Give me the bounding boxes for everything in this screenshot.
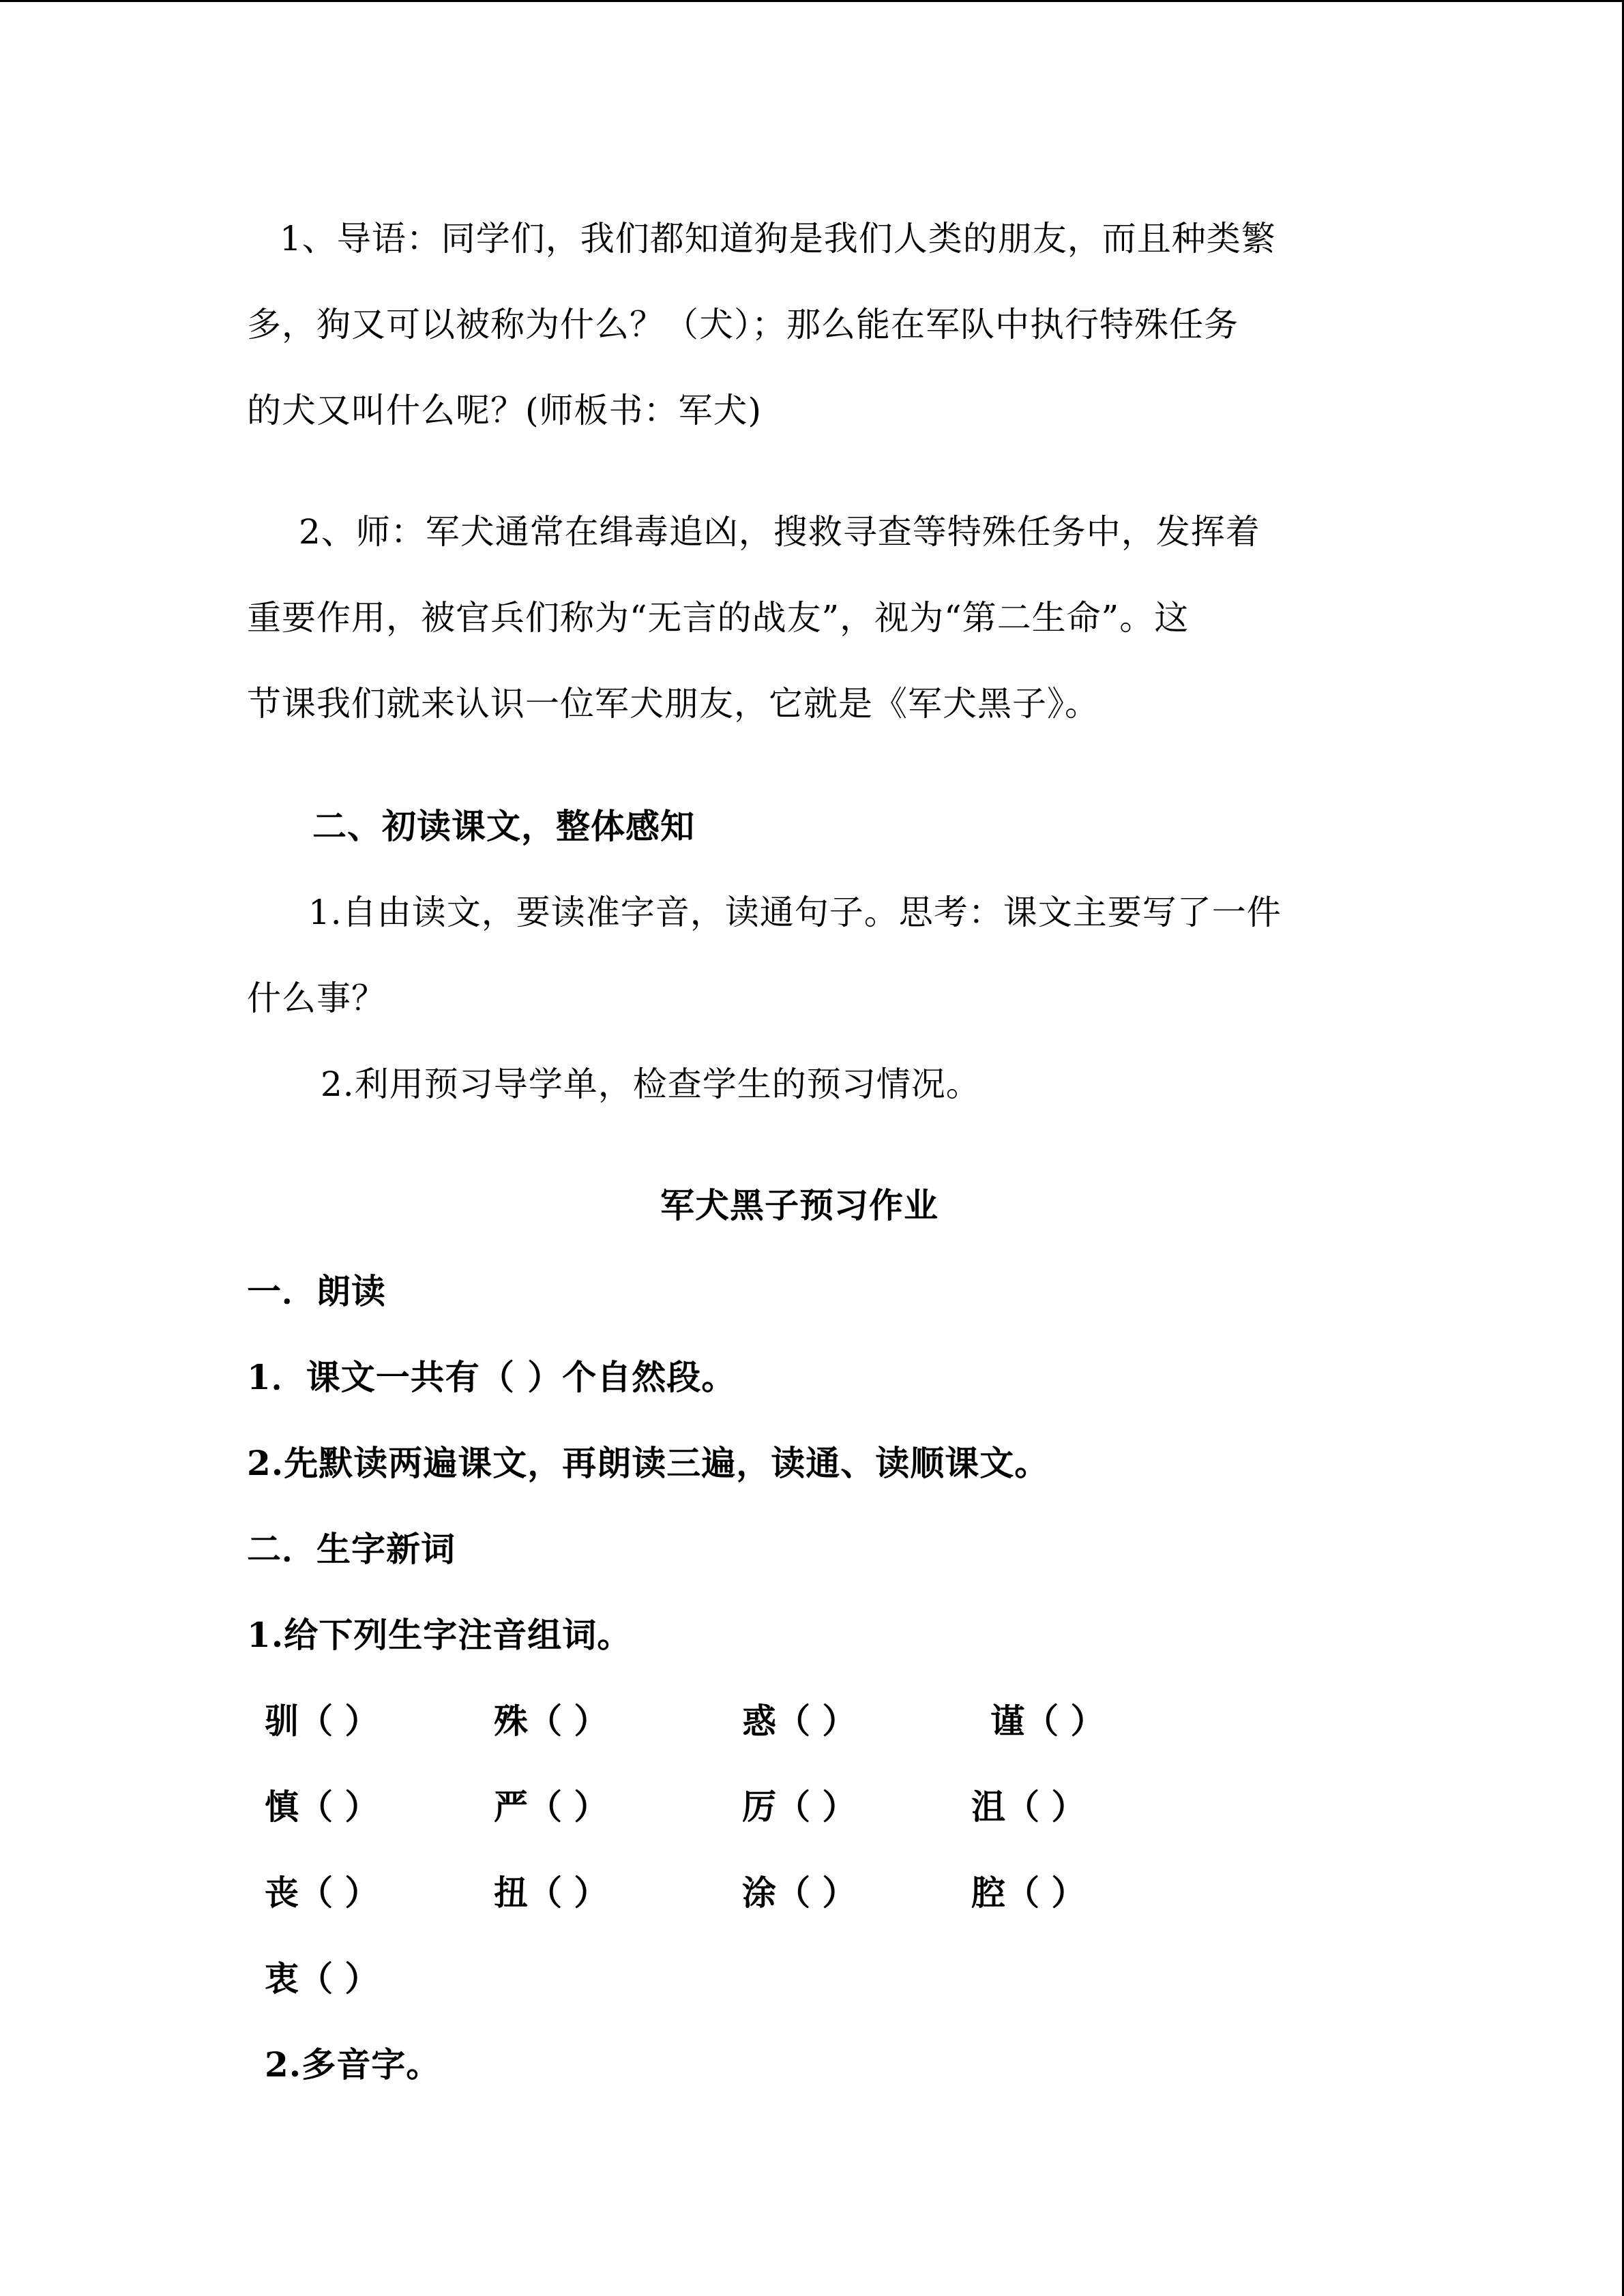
part1-heading: 一．朗读 xyxy=(247,1271,386,1311)
char-cell: 驯（ ） xyxy=(265,1701,379,1741)
char-cell: 沮（ ） xyxy=(971,1787,1086,1827)
section2-item2: 2.利用预习导学单，检查学生的预习情况。 xyxy=(321,1064,981,1104)
char-cell: 扭（ ） xyxy=(494,1873,608,1913)
intro-p2-line3: 节课我们就来认识一位军犬朋友，它就是《军犬黑子》。 xyxy=(247,684,1099,724)
intro-p2-line2: 重要作用，被官兵们称为“无言的战友”，视为“第二生命”。这 xyxy=(247,598,1190,638)
part2-question1: 1.给下列生字注音组词。 xyxy=(247,1615,632,1655)
char-cell: 涂（ ） xyxy=(742,1873,857,1913)
section2-item1-line2: 什么事？ xyxy=(247,979,386,1018)
intro-p2-line1: 2、师：军犬通常在缉毒追凶，搜救寻查等特殊任务中，发挥着 xyxy=(299,512,1260,552)
part1-question1: 1．课文一共有（ ）个自然段。 xyxy=(247,1357,737,1397)
char-cell: 腔（ ） xyxy=(971,1873,1086,1913)
char-cell: 谨（ ） xyxy=(990,1701,1105,1741)
char-cell: 惑（ ） xyxy=(742,1701,857,1741)
intro-p1-line3: 的犬又叫什么呢？(师板书：军犬) xyxy=(247,391,763,430)
intro-p1-line1: 1、导语：同学们，我们都知道狗是我们人类的朋友，而且种类繁 xyxy=(280,219,1276,258)
part2-question2: 2.多音字。 xyxy=(265,2044,441,2085)
char-cell: 慎（ ） xyxy=(265,1787,379,1827)
top-border xyxy=(0,0,1624,2)
part1-question2: 2.先默读两遍课文，再朗读三遍，读通、读顺课文。 xyxy=(247,1443,1050,1483)
char-cell: 严（ ） xyxy=(494,1787,608,1827)
part2-heading: 二．生字新词 xyxy=(247,1529,456,1569)
char-cell: 殊（ ） xyxy=(494,1701,608,1741)
char-cell: 丧（ ） xyxy=(265,1873,379,1913)
intro-p1-line2: 多，狗又可以被称为什么？（犬）；那么能在军队中执行特殊任务 xyxy=(247,305,1239,344)
worksheet-title: 军犬黑子预习作业 xyxy=(660,1185,939,1225)
char-cell: 衷（ ） xyxy=(265,1958,379,1999)
section2-item1-line1: 1.自由读文，要读准字音，读通句子。思考：课文主要写了一件 xyxy=(308,893,1282,932)
char-cell: 厉（ ） xyxy=(742,1787,857,1827)
section2-heading: 二、初读课文，整体感知 xyxy=(312,806,695,846)
